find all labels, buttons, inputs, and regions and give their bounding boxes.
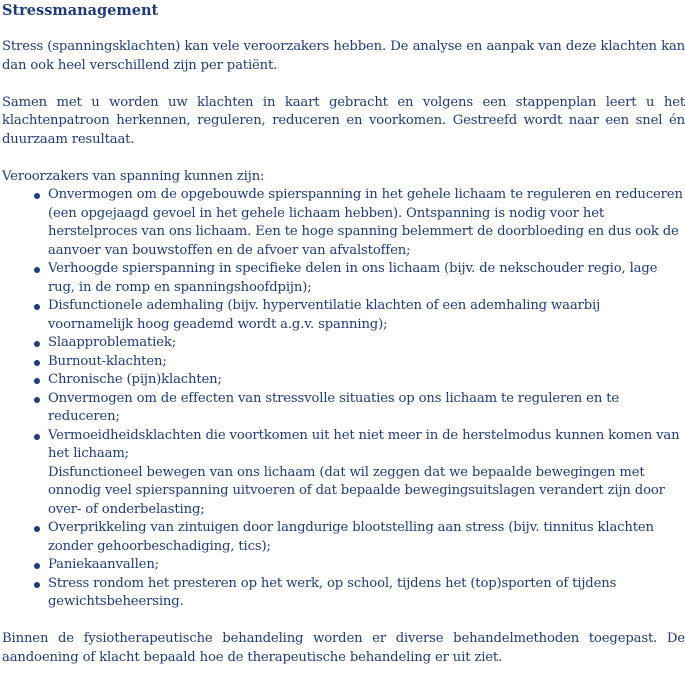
list-item: Burnout-klachten; [48, 353, 685, 372]
list-item: Overprikkeling van zintuigen door langdurige blootstelling aan stress (bijv. tinnitus klachten zonder gehoorbeschadiging, tics); [48, 519, 685, 556]
list-item: Slaapproblematiek; [48, 334, 685, 353]
list-item [48, 427, 685, 520]
list-item: Verhoogde spierspanning in specifieke delen in ons lichaam (bijv. de nekschouder regio, lage rug, in de romp en spanningshoofdpijn); [48, 260, 685, 297]
list-item: Onvermogen om de effecten van stressvolle situaties op ons lichaam te reguleren en te reduceren; [48, 390, 685, 427]
intro-paragraph: Stress (spanningsklachten) kan vele veroorzakers hebben. De analyse en aanpak van deze klachten kan dan ook heel verschillend zijn per patiënt. [2, 39, 685, 73]
list-item: Chronische (pijn)klachten; [48, 371, 685, 390]
approach-paragraph: Samen met u worden uw klachten in kaart gebracht en volgens een stappenplan leert u het klachtenpatroon herkennen, reguleren, reduceren en voorkomen. Gestreefd wordt naar een snel én duurzaam resultaat. [2, 94, 685, 147]
list-item: Paniekaanvallen; [48, 556, 685, 575]
closing-paragraph: Binnen de fysiotherapeutische behandeling worden er diverse behandelmethoden toegepast. De aandoening of klacht bepaald hoe de therapeutische behandeling er uit ziet. [2, 631, 685, 665]
list-item: Stress rondom het presteren op het werk, op school, tijdens het (top)sporten of tijdens gewichtsbeheersing. [48, 575, 685, 612]
causes-list [2, 186, 685, 612]
list-item: Disfunctionele ademhaling (bijv. hyperventilatie klachten of een ademhaling waarbij voornamelijk hoog geademd wordt a.g.v. spanning); [48, 297, 685, 334]
list-item: Onvermogen om de opgebouwde spierspanning in het gehele lichaam te reguleren en reduceren (een opgejaagd gevoel in het gehele lichaam hebben). Ontspanning is nodig voor het herstelproces van ons lichaam. Een te hoge spanning belemmert de doorbloeding en dus ook de aanvoer van bouwstoffen en de afvoer van afvalstoffen; [48, 186, 685, 260]
causes-lead: Veroorzakers van spanning kunnen zijn: [2, 168, 265, 184]
list-item-continuation: Disfunctioneel bewegen van ons lichaam (dat wil zeggen dat we bepaalde bewegingen met onnodig veel spierspanning uitvoeren of dat bepaalde bewegingsuitslagen verandert zijn door over- of onderbelasting; [48, 464, 665, 517]
page-title: Stressmanagement [2, 2, 159, 19]
list-item-text: Vermoeidheidsklachten die voortkomen uit het niet meer in de herstelmodus kunnen komen van het lichaam; [48, 427, 680, 461]
